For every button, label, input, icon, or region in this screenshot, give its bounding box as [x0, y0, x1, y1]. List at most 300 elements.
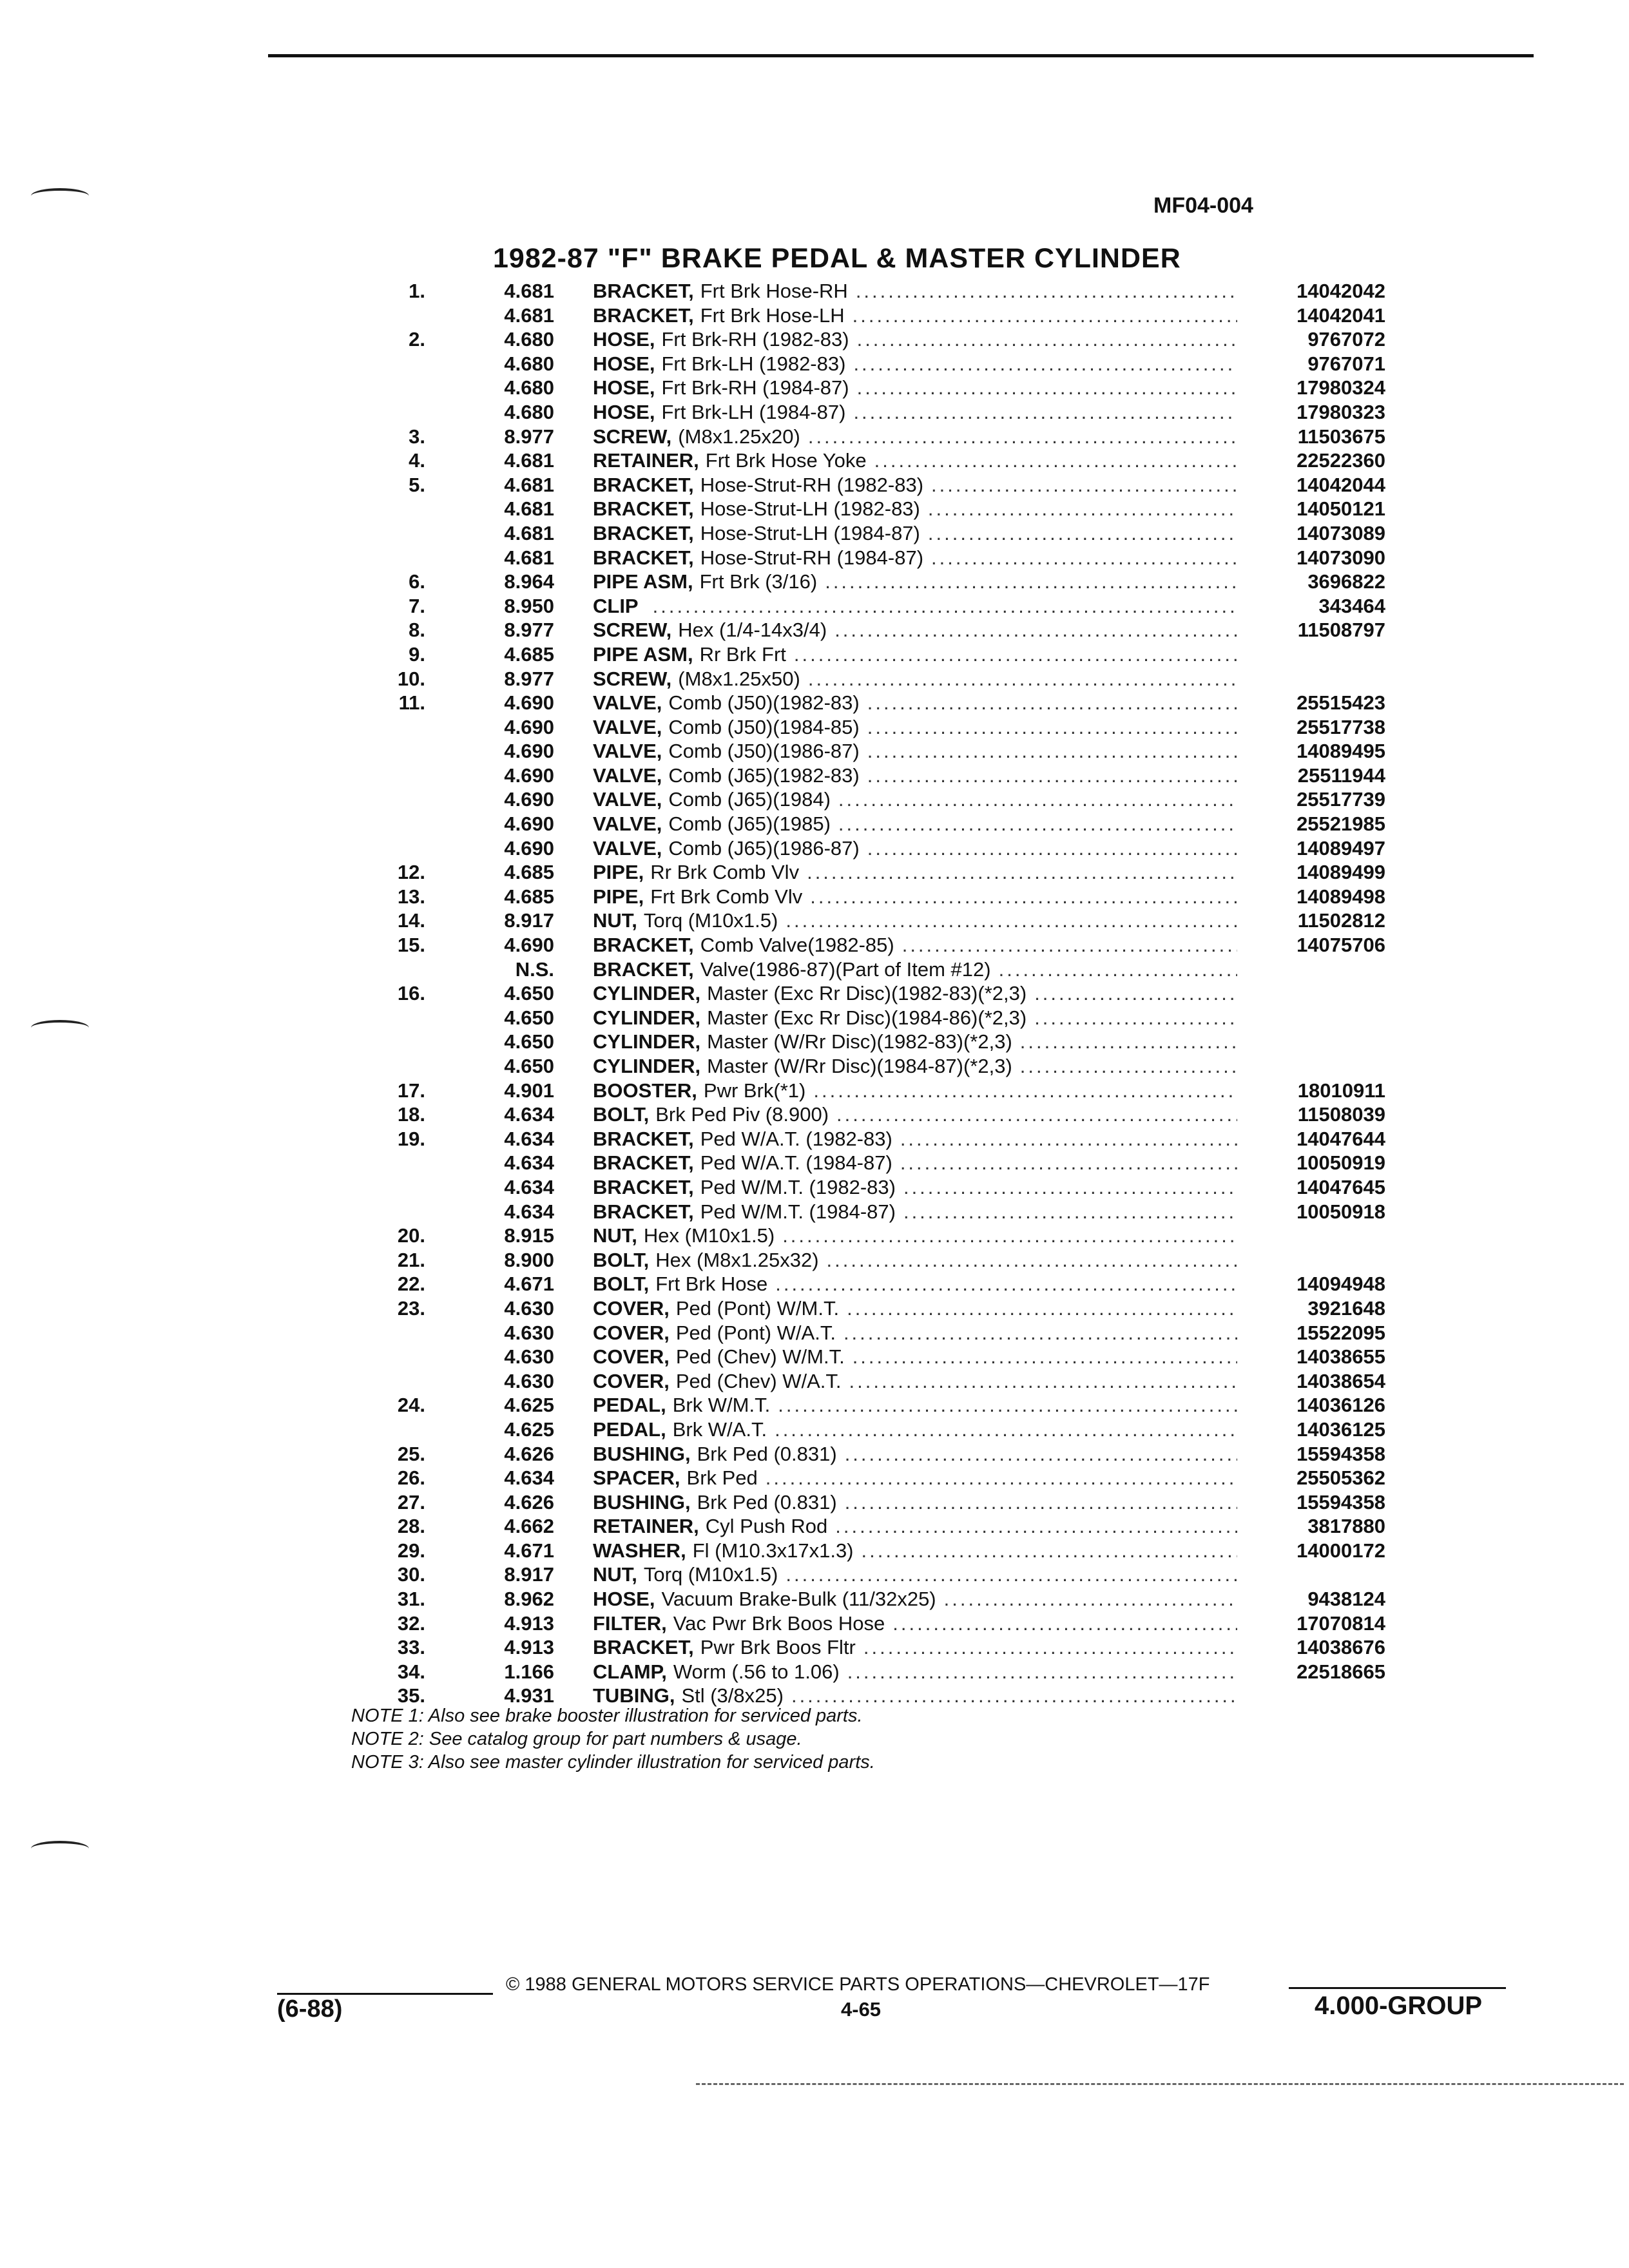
group-number: 8.962 — [504, 1588, 554, 1611]
part-detail: Ped (Chev) W/M.T. — [675, 1345, 845, 1369]
part-detail: Brk Ped Piv (8.900) — [655, 1103, 829, 1126]
part-detail: Master (Exc Rr Disc)(1982-83)(*2,3) — [707, 982, 1027, 1005]
item-number: 23. — [397, 1296, 425, 1320]
part-detail: Brk Ped (0.831) — [697, 1490, 837, 1514]
margin-mark — [31, 1841, 89, 1856]
dot-leader — [900, 1128, 1237, 1151]
part-row — [361, 1321, 1385, 1346]
dot-leader — [810, 885, 1237, 908]
part-name: PIPE ASM, — [593, 642, 693, 666]
dot-leader — [808, 425, 1237, 448]
part-row — [361, 1273, 1385, 1297]
item-number: 19. — [397, 1127, 425, 1150]
part-name: CYLINDER, — [593, 1055, 701, 1077]
description — [593, 522, 1237, 545]
group-number: 4.630 — [504, 1369, 554, 1392]
part-row — [361, 474, 1385, 498]
part-detail: Pwr Brk Boos Fltr — [700, 1636, 856, 1659]
dot-leader — [902, 934, 1237, 957]
dot-leader — [856, 280, 1237, 303]
description — [593, 304, 1237, 327]
dot-leader — [853, 352, 1237, 376]
dot-leader — [853, 401, 1237, 424]
group-number: 8.917 — [504, 909, 554, 932]
item-number: 29. — [397, 1539, 425, 1562]
description — [593, 668, 1237, 691]
group-number: 4.680 — [504, 400, 554, 423]
item-number: 27. — [397, 1490, 425, 1514]
group-number: 4.681 — [504, 546, 554, 569]
description — [593, 401, 1237, 424]
margin-mark — [31, 1020, 89, 1035]
item-number: 1. — [409, 280, 425, 302]
part-number: 25517739 — [1296, 788, 1385, 811]
part-name: BRACKET, — [593, 497, 694, 521]
part-row — [361, 861, 1385, 885]
part-row — [361, 401, 1385, 425]
dot-leader — [867, 740, 1237, 763]
dot-leader — [849, 1370, 1237, 1393]
part-name: CLIP — [593, 594, 639, 617]
part-number: 14036125 — [1296, 1418, 1385, 1441]
part-detail: Pwr Brk(*1) — [703, 1079, 806, 1102]
group-number: 4.931 — [504, 1684, 554, 1707]
part-name: VALVE, — [593, 836, 662, 860]
dot-leader — [835, 1515, 1237, 1538]
description — [593, 1151, 1237, 1175]
part-row — [361, 934, 1385, 958]
description — [593, 1636, 1237, 1659]
group-number: 4.634 — [504, 1200, 554, 1223]
part-row — [361, 546, 1385, 571]
part-name: SCREW, — [593, 619, 672, 642]
dot-leader — [1034, 1006, 1237, 1030]
group-number: 4.680 — [504, 352, 554, 375]
part-name: BRACKET, — [593, 1127, 694, 1150]
item-number: 20. — [397, 1224, 425, 1247]
part-number: 25511944 — [1297, 764, 1385, 787]
part-name: PIPE, — [593, 861, 644, 884]
dot-leader — [775, 1273, 1237, 1296]
dot-leader — [867, 691, 1237, 715]
description — [593, 909, 1237, 932]
part-number: 17070814 — [1296, 1611, 1385, 1635]
part-number: 22518665 — [1296, 1660, 1385, 1683]
part-name: CYLINDER, — [593, 982, 701, 1005]
part-row — [361, 304, 1385, 329]
part-row — [361, 1443, 1385, 1467]
part-row — [361, 497, 1385, 522]
part-detail: Valve(1986-87)(Part of Item #12) — [700, 957, 991, 981]
group-number: 8.977 — [504, 619, 554, 642]
dot-leader — [834, 619, 1237, 642]
part-detail: Master (W/Rr Disc)(1982-83)(*2,3) — [707, 1030, 1012, 1053]
part-number: 14038654 — [1296, 1369, 1385, 1392]
description — [593, 885, 1237, 908]
dot-leader — [903, 1200, 1237, 1224]
part-detail: Frt Brk (3/16) — [699, 570, 818, 593]
part-number: 25517738 — [1296, 715, 1385, 738]
part-name: WASHER, — [593, 1539, 686, 1562]
group-number: 4.650 — [504, 982, 554, 1005]
dot-leader — [867, 837, 1237, 860]
part-detail: Master (W/Rr Disc)(1984-87)(*2,3) — [707, 1055, 1012, 1077]
note-1: NOTE 1: Also see brake booster illustration for serviced parts. — [351, 1706, 863, 1726]
part-detail: Comb (J65)(1986-87) — [668, 836, 860, 860]
part-detail: Frt Brk Hose Yoke — [705, 449, 867, 472]
dot-leader — [836, 1103, 1237, 1126]
item-number: 15. — [397, 934, 425, 957]
part-row — [361, 982, 1385, 1006]
group-number: 4.630 — [504, 1345, 554, 1369]
notes — [351, 1706, 875, 1775]
dot-leader — [825, 570, 1237, 593]
part-number: 14089495 — [1296, 740, 1385, 763]
description — [593, 1128, 1237, 1151]
dot-leader — [874, 449, 1237, 472]
group-number: 4.901 — [504, 1079, 554, 1102]
part-name: BRACKET, — [593, 1151, 694, 1175]
part-name: COVER, — [593, 1345, 670, 1369]
group-number: 4.690 — [504, 812, 554, 836]
group-number: 4.625 — [504, 1418, 554, 1441]
part-row — [361, 716, 1385, 740]
item-number: 10. — [397, 667, 425, 690]
group-number: 4.634 — [504, 1103, 554, 1126]
description — [593, 449, 1237, 472]
description — [593, 497, 1237, 521]
description — [593, 425, 1237, 448]
note-3: NOTE 3: Also see master cylinder illustration for serviced parts. — [351, 1752, 875, 1773]
item-number: 14. — [397, 909, 425, 932]
group-number: 4.690 — [504, 691, 554, 715]
dot-leader — [838, 788, 1237, 811]
part-row — [361, 909, 1385, 934]
dot-leader — [862, 1539, 1237, 1562]
part-name: BRACKET, — [593, 1636, 694, 1659]
part-row — [361, 352, 1385, 377]
group-number: 1.166 — [504, 1660, 554, 1683]
group-number: 8.917 — [504, 1563, 554, 1586]
part-detail: Hex (M10x1.5) — [643, 1224, 775, 1247]
parts-list — [361, 280, 1385, 1709]
item-number: 3. — [409, 425, 425, 448]
part-number: 14094948 — [1296, 1273, 1385, 1296]
description — [593, 1612, 1237, 1635]
dot-leader — [857, 376, 1237, 399]
margin-mark — [31, 188, 89, 204]
dot-leader — [931, 546, 1237, 570]
part-row — [361, 1491, 1385, 1515]
part-name: PEDAL, — [593, 1394, 666, 1417]
group-number: 8.950 — [504, 594, 554, 617]
description — [593, 619, 1237, 642]
group-number: 4.671 — [504, 1273, 554, 1296]
part-detail: Frt Brk Hose-LH — [700, 303, 845, 327]
group-number: N.S. — [515, 957, 554, 981]
group-number: 4.690 — [504, 788, 554, 811]
part-row — [361, 691, 1385, 716]
dot-leader — [808, 668, 1237, 691]
footer-date: (6-88) — [277, 1995, 343, 2023]
description — [593, 570, 1237, 593]
part-detail: Brk Ped — [686, 1466, 758, 1490]
group-number: 4.680 — [504, 376, 554, 399]
dot-leader — [786, 1563, 1237, 1586]
part-detail: Hose-Strut-RH (1982-83) — [700, 473, 924, 496]
dot-leader — [813, 1079, 1237, 1102]
part-number: 15594358 — [1296, 1490, 1385, 1514]
part-row — [361, 958, 1385, 983]
part-name: BRACKET, — [593, 303, 694, 327]
part-number: 11502812 — [1297, 909, 1385, 932]
part-name: PIPE ASM, — [593, 570, 693, 593]
part-number: 14073090 — [1296, 546, 1385, 569]
part-row — [361, 1079, 1385, 1104]
part-number: 14089497 — [1296, 836, 1385, 860]
part-detail: Comb (J50)(1982-83) — [668, 691, 860, 715]
part-detail: Stl (3/8x25) — [681, 1684, 784, 1707]
part-number: 3817880 — [1307, 1515, 1385, 1538]
part-name: CLAMP, — [593, 1660, 667, 1683]
part-number: 14050121 — [1296, 497, 1385, 521]
group-number: 4.634 — [504, 1175, 554, 1198]
dot-leader — [931, 474, 1237, 497]
description — [593, 1660, 1237, 1684]
item-number: 17. — [397, 1079, 425, 1102]
description — [593, 982, 1237, 1005]
part-name: COVER, — [593, 1296, 670, 1320]
part-number: 11508797 — [1297, 619, 1385, 642]
dot-leader — [900, 1151, 1237, 1175]
part-number: 22522360 — [1296, 449, 1385, 472]
part-name: RETAINER, — [593, 1515, 699, 1538]
item-number: 18. — [397, 1103, 425, 1126]
group-number: 8.900 — [504, 1248, 554, 1271]
description — [593, 1030, 1237, 1053]
part-name: BRACKET, — [593, 521, 694, 544]
dot-leader — [1020, 1055, 1237, 1078]
part-number: 14038676 — [1296, 1636, 1385, 1659]
footer-rule-left — [277, 1993, 493, 1995]
part-name: BRACKET, — [593, 1175, 694, 1198]
part-detail: Hex (1/4-14x3/4) — [678, 619, 827, 642]
part-number: 10050918 — [1296, 1200, 1385, 1223]
part-name: HOSE, — [593, 376, 655, 399]
dot-leader — [843, 1321, 1237, 1345]
part-row — [361, 1660, 1385, 1685]
part-detail: Comb (J65)(1985) — [668, 812, 831, 836]
group-number: 4.685 — [504, 885, 554, 908]
part-row — [361, 1370, 1385, 1394]
part-number: 17980324 — [1296, 376, 1385, 399]
dot-leader — [847, 1297, 1237, 1320]
part-number: 14000172 — [1296, 1539, 1385, 1562]
group-number: 4.650 — [504, 1030, 554, 1053]
part-detail: Frt Brk-LH (1982-83) — [661, 352, 846, 375]
dot-leader — [867, 716, 1237, 739]
part-detail: Vac Pwr Brk Boos Hose — [673, 1611, 885, 1635]
document-code: MF04-004 — [1153, 193, 1253, 218]
description — [593, 1224, 1237, 1247]
part-number: 14036126 — [1296, 1394, 1385, 1417]
description — [593, 1418, 1237, 1441]
part-detail: Ped W/A.T. (1984-87) — [700, 1151, 892, 1175]
part-row — [361, 328, 1385, 352]
dot-leader — [766, 1466, 1237, 1490]
part-number: 11508039 — [1297, 1103, 1385, 1126]
group-number: 4.913 — [504, 1611, 554, 1635]
group-number: 4.913 — [504, 1636, 554, 1659]
item-number: 28. — [397, 1515, 425, 1538]
part-detail: Frt Brk Comb Vlv — [650, 885, 803, 908]
part-name: VALVE, — [593, 788, 662, 811]
description — [593, 1006, 1237, 1030]
part-name: BRACKET, — [593, 280, 694, 302]
part-detail: Ped W/M.T. (1984-87) — [700, 1200, 896, 1223]
part-detail: Frt Brk Hose-RH — [700, 280, 848, 302]
part-detail: Comb (J65)(1982-83) — [668, 764, 860, 787]
dot-leader — [1020, 1030, 1237, 1053]
dot-leader — [944, 1588, 1237, 1611]
description — [593, 934, 1237, 957]
part-detail: Frt Brk-RH (1982-83) — [661, 328, 849, 351]
group-number: 4.681 — [504, 521, 554, 544]
part-name: RETAINER, — [593, 449, 699, 472]
part-name: BRACKET, — [593, 473, 694, 496]
part-row — [361, 1176, 1385, 1200]
part-row — [361, 1515, 1385, 1539]
part-row — [361, 668, 1385, 692]
part-detail: Hex (M8x1.25x32) — [655, 1248, 819, 1271]
description — [593, 740, 1237, 763]
dot-leader — [863, 1636, 1237, 1659]
item-number: 12. — [397, 861, 425, 884]
item-number: 13. — [397, 885, 425, 908]
part-name: BOOSTER, — [593, 1079, 697, 1102]
part-row — [361, 1006, 1385, 1031]
part-row — [361, 376, 1385, 401]
description — [593, 1394, 1237, 1417]
part-name: FILTER, — [593, 1611, 667, 1635]
part-name: BOLT, — [593, 1103, 650, 1126]
part-row — [361, 1030, 1385, 1055]
description — [593, 1443, 1237, 1466]
group-number: 8.964 — [504, 570, 554, 593]
description — [593, 643, 1237, 666]
item-number: 16. — [397, 982, 425, 1005]
footer-group: 4.000-GROUP — [1315, 1992, 1483, 2020]
part-number: 14047644 — [1296, 1127, 1385, 1150]
description — [593, 1539, 1237, 1562]
dot-leader — [794, 643, 1237, 666]
part-detail: Torq (M10x1.5) — [643, 909, 778, 932]
page-title: 1982-87 "F" BRAKE PEDAL & MASTER CYLINDER — [493, 243, 1181, 274]
group-number: 4.685 — [504, 861, 554, 884]
part-row — [361, 643, 1385, 668]
group-number: 4.630 — [504, 1296, 554, 1320]
description — [593, 812, 1237, 836]
item-number: 5. — [409, 473, 425, 496]
part-name: CYLINDER, — [593, 1006, 701, 1029]
part-detail: Ped (Pont) W/A.T. — [675, 1321, 836, 1344]
group-number: 8.915 — [504, 1224, 554, 1247]
part-name: BRACKET, — [593, 934, 694, 957]
part-detail: Rr Brk Comb Vlv — [650, 861, 800, 884]
part-row — [361, 425, 1385, 450]
part-number: 14042044 — [1296, 473, 1385, 496]
part-row — [361, 595, 1385, 619]
footer-copyright: © 1988 GENERAL MOTORS SERVICE PARTS OPERATIONS—CHEVROLET—17F — [506, 1974, 1210, 1995]
item-number: 4. — [409, 449, 425, 472]
part-detail: Comb Valve(1982-85) — [700, 934, 894, 957]
group-number: 4.634 — [504, 1466, 554, 1490]
part-name: COVER, — [593, 1321, 670, 1344]
description — [593, 788, 1237, 811]
part-row — [361, 764, 1385, 789]
description — [593, 1684, 1237, 1707]
item-number: 31. — [397, 1588, 425, 1611]
dot-leader — [853, 304, 1237, 327]
part-detail: Brk W/M.T. — [672, 1394, 771, 1417]
part-name: BRACKET, — [593, 546, 694, 569]
part-name: NUT, — [593, 909, 637, 932]
dot-leader — [853, 1345, 1237, 1369]
part-name: BOLT, — [593, 1248, 650, 1271]
dot-leader — [928, 522, 1237, 545]
part-detail: Worm (.56 to 1.06) — [673, 1660, 840, 1683]
group-number: 4.690 — [504, 934, 554, 957]
description — [593, 1176, 1237, 1199]
dot-leader — [786, 909, 1237, 932]
part-name: BRACKET, — [593, 957, 694, 981]
group-number: 4.681 — [504, 473, 554, 496]
group-number: 8.977 — [504, 425, 554, 448]
item-number: 25. — [397, 1442, 425, 1465]
dot-leader — [857, 328, 1237, 351]
dot-leader — [903, 1176, 1237, 1199]
part-name: VALVE, — [593, 691, 662, 715]
description — [593, 474, 1237, 497]
group-number: 4.690 — [504, 715, 554, 738]
dot-leader — [999, 958, 1237, 981]
part-row — [361, 1249, 1385, 1273]
part-name: BUSHING, — [593, 1490, 691, 1514]
part-name: BOLT, — [593, 1273, 650, 1296]
part-detail: Frt Brk Hose — [655, 1273, 768, 1296]
part-name: BUSHING, — [593, 1442, 691, 1465]
part-row — [361, 1418, 1385, 1443]
dot-leader — [782, 1224, 1237, 1247]
item-number: 2. — [409, 328, 425, 351]
part-number: 18010911 — [1297, 1079, 1385, 1102]
part-detail: Fl (M10.3x17x1.3) — [692, 1539, 854, 1562]
item-number: 24. — [397, 1394, 425, 1417]
part-detail: Ped W/M.T. (1982-83) — [700, 1175, 896, 1198]
footer-rule-right — [1289, 1987, 1506, 1989]
part-name: NUT, — [593, 1563, 637, 1586]
part-row — [361, 280, 1385, 304]
part-detail: Frt Brk-RH (1984-87) — [661, 376, 849, 399]
dot-leader — [778, 1394, 1237, 1417]
item-number: 21. — [397, 1248, 425, 1271]
part-row — [361, 1636, 1385, 1660]
dot-leader — [791, 1684, 1237, 1707]
part-number: 25521985 — [1296, 812, 1385, 836]
bottom-dashed-rule — [696, 2083, 1624, 2085]
part-detail: Cyl Push Rod — [705, 1515, 828, 1538]
part-number: 11503675 — [1297, 425, 1385, 448]
